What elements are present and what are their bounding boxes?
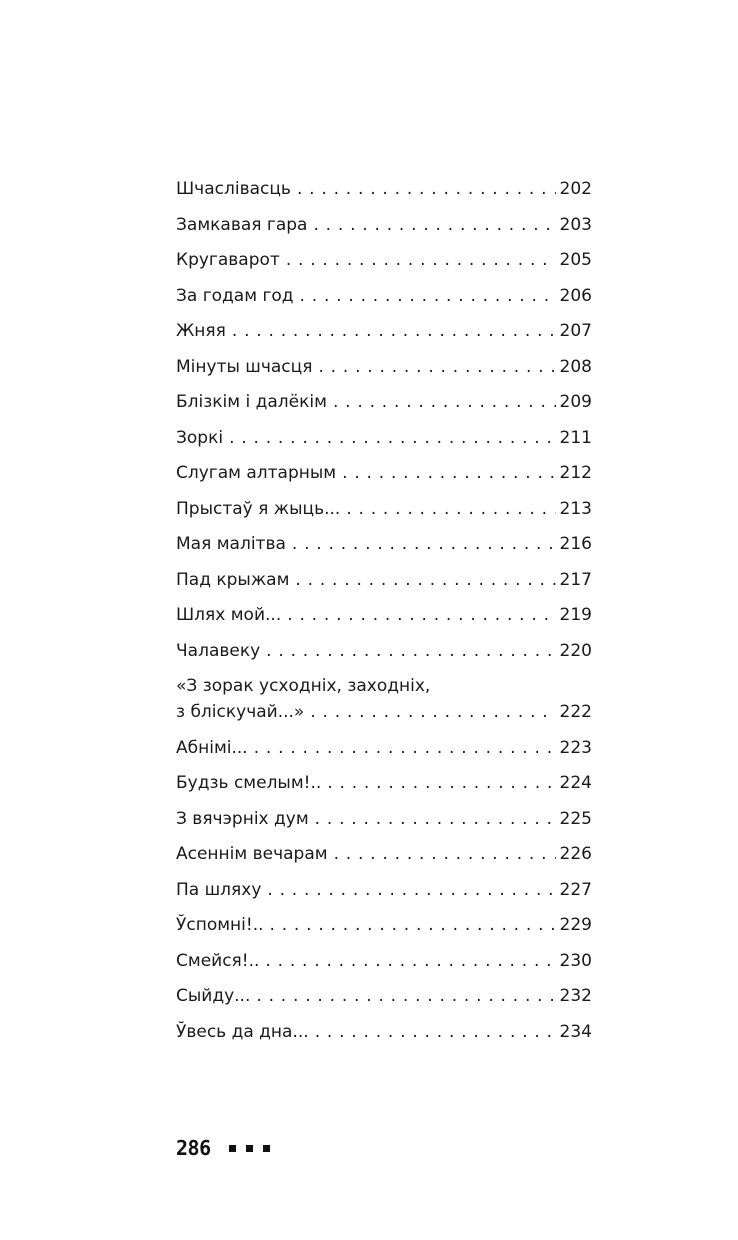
toc-entry-page: 225 <box>559 808 592 829</box>
toc-entry[interactable] <box>176 496 592 522</box>
dot-leader <box>334 841 556 867</box>
toc-entry[interactable] <box>176 735 592 761</box>
toc-entry[interactable] <box>176 283 592 309</box>
toc-entry-title: Мінуты шчасця <box>176 356 313 377</box>
toc-entry-title: Смейся!.. <box>176 950 260 971</box>
toc-entry[interactable] <box>176 877 592 903</box>
toc-entry[interactable] <box>176 389 592 415</box>
toc-entry-title: Замкавая гара <box>176 214 308 235</box>
square-icon <box>246 1145 253 1152</box>
toc-entry-page: 226 <box>559 844 592 864</box>
toc-entry-page: 227 <box>559 879 592 900</box>
toc-entry[interactable] <box>176 212 592 238</box>
dot-leader <box>286 247 556 273</box>
toc-entry-title: Па шляху <box>176 879 262 900</box>
toc-entry-title: Асеннім вечарам <box>176 844 328 864</box>
toc-entry-title-line2: з бліскучай...» <box>176 702 305 722</box>
toc-entry[interactable] <box>176 602 592 628</box>
toc-entry-title: Жняя <box>176 321 226 341</box>
toc-entry-title: Абнімі... <box>176 737 248 758</box>
toc-entry-page: 232 <box>559 986 592 1006</box>
toc-entry-page: 206 <box>559 285 592 306</box>
toc-entry-page: 209 <box>559 392 592 412</box>
toc-entry[interactable] <box>176 425 592 451</box>
toc-entry-page: 224 <box>559 773 592 793</box>
dot-leader <box>333 389 556 415</box>
toc-entry-page: 222 <box>559 702 592 722</box>
toc-entry-title: Сыйду... <box>176 986 251 1006</box>
toc-entry[interactable] <box>176 531 592 557</box>
toc-entry[interactable] <box>176 983 592 1009</box>
toc-entry-title: Шчаслівасць <box>176 179 291 199</box>
toc-entry-title: Будзь смелым!.. <box>176 773 322 793</box>
toc-entry-title: За годам год <box>176 285 294 306</box>
toc-entry[interactable] <box>176 806 592 832</box>
toc-entry[interactable] <box>176 948 592 974</box>
toc-entry[interactable] <box>176 1019 592 1045</box>
dot-leader <box>297 176 556 202</box>
toc-entry-page: 212 <box>559 463 592 483</box>
dot-leader <box>310 699 555 725</box>
toc-entry-title: Шлях мой... <box>176 605 282 625</box>
toc-entry-page: 211 <box>559 427 592 448</box>
square-icon <box>229 1145 236 1152</box>
toc-entry[interactable] <box>176 176 592 202</box>
toc-entry-title: Кругаварот <box>176 250 280 270</box>
toc-entry-title: Зоркі <box>176 427 224 448</box>
dot-leader <box>266 638 555 664</box>
dot-leader <box>254 735 556 761</box>
toc-entry-title: Прыстаў я жыць... <box>176 498 341 519</box>
toc-entry[interactable] <box>176 638 592 664</box>
dot-leader <box>327 770 555 796</box>
toc-entry-page: 229 <box>559 915 592 935</box>
toc-entry-page: 205 <box>559 250 592 270</box>
dot-leader <box>270 912 556 938</box>
toc-entry-page: 216 <box>559 534 592 554</box>
toc-entry[interactable] <box>176 354 592 380</box>
toc-entry-title: Ўспомні!.. <box>176 915 264 935</box>
toc-entry-page: 230 <box>559 950 592 971</box>
page-footer <box>176 1136 270 1160</box>
toc-entry[interactable] <box>176 318 592 344</box>
dot-leader <box>265 948 555 974</box>
toc-entry[interactable] <box>176 912 592 938</box>
toc-entry-page: 234 <box>559 1021 592 1042</box>
dot-leader <box>342 460 555 486</box>
toc-entry-page: 207 <box>559 321 592 341</box>
dot-leader <box>232 318 556 344</box>
toc-entry-title: Блізкім і далёкім <box>176 392 327 412</box>
dot-leader <box>292 531 556 557</box>
toc-entry-page: 219 <box>559 605 592 625</box>
toc-entry[interactable] <box>176 247 592 273</box>
toc-entry-title: Ўвесь да дна... <box>176 1021 309 1042</box>
dot-leader <box>229 425 555 451</box>
toc-entry-title: Чалавеку <box>176 640 261 661</box>
dot-leader <box>318 354 555 380</box>
dot-leader <box>315 1019 556 1045</box>
toc-entry[interactable] <box>176 770 592 796</box>
dot-leader <box>300 283 556 309</box>
decorative-squares <box>229 1145 270 1152</box>
dot-leader <box>287 602 555 628</box>
dot-leader <box>315 806 556 832</box>
dot-leader <box>267 877 555 903</box>
toc-entry-page: 217 <box>559 569 592 590</box>
dot-leader <box>346 496 555 522</box>
toc-entry-title: Мая малітва <box>176 534 286 554</box>
toc-entry-page: 220 <box>559 640 592 661</box>
toc-entry-page: 223 <box>559 737 592 758</box>
page-number: 286 <box>176 1136 211 1160</box>
toc-entry[interactable] <box>176 567 592 593</box>
toc-entry-page: 208 <box>559 356 592 377</box>
toc-entry-page: 203 <box>559 214 592 235</box>
toc-entry[interactable] <box>176 673 592 725</box>
dot-leader <box>256 983 555 1009</box>
toc-entry[interactable] <box>176 841 592 867</box>
dot-leader <box>295 567 555 593</box>
toc-entry-page: 202 <box>559 179 592 199</box>
dot-leader <box>313 212 555 238</box>
toc-entry-title: З вячэрніх дум <box>176 808 309 829</box>
toc-entry[interactable] <box>176 460 592 486</box>
toc-entry-title-line1: «З зорак усходніх, заходніх, <box>176 676 431 696</box>
toc-entry-page: 213 <box>559 498 592 519</box>
square-icon <box>263 1145 270 1152</box>
table-of-contents <box>176 176 592 1054</box>
toc-entry-title: Пад крыжам <box>176 569 290 590</box>
toc-entry-title: Слугам алтарным <box>176 463 337 483</box>
